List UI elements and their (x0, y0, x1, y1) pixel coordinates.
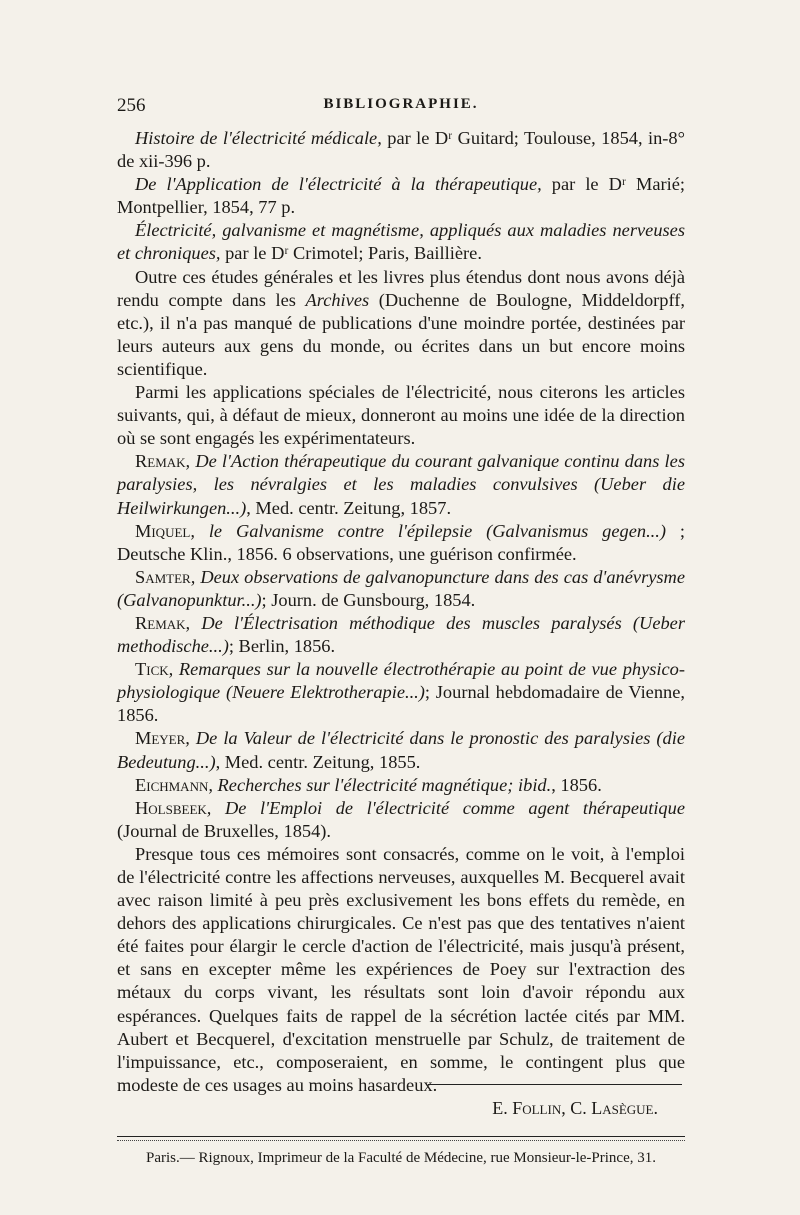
reference-entry: Tick, Remarques sur la nouvelle électrothérapie au point de vue physico-physiologique (Neuere Elektrotherapie...); Journal hebdomadaire de Vienne, 1856. (117, 659, 685, 726)
paragraph: Parmi les applications spéciales de l'électricité, nous citerons les articles suivants, qui, à défaut de mieux, donneront au moins une idée de la direction où se sont engagés les expérimentateurs. (117, 382, 685, 449)
running-title: BIBLIOGRAPHIE. (323, 96, 479, 112)
paragraph: Presque tous ces mémoires sont consacrés, comme on le voit, à l'emploi de l'électricité contre les affections nerveuses, auxquelles M. Becquerel avait avec raison limité à peu près exclusivement les bons effets du remède, en dehors des applications chirurgicales. Ce n'est pas que des tentatives n'aient été faites pour élargir le cercle d'action de l'électricité, mais jusqu'à présent, et sans en excepter même les expériences de Poey sur l'extraction des métaux du corps vivant, les résultats sont loin d'avoir répondu aux espérances. Quelques faits de rappel de la sécrétion lactée cités par MM. Aubert et Becquerel, d'excitation menstruelle par Schulz, de traitement de l'impuissance, etc., composeraient, en somme, le contingent plus que modeste de ces usages au moins hasardeux. (117, 843, 685, 1095)
page-header (117, 95, 685, 121)
reference-entry: Samter, Deux observations de galvanopuncture dans des cas d'anévrysme (Galvanopunktur...); Journ. de Gunsbourg, 1854. (117, 566, 685, 610)
divider (117, 1140, 685, 1141)
signature: E. Follin, C. Lasègue. (492, 1098, 658, 1118)
reference-entry: Eichmann, Recherches sur l'électricité magnétique; ibid., 1856. (135, 774, 602, 795)
bib-entry: De l'Application de l'électricité à la thérapeutique, par le Dʳ Marié; Montpellier, 1854, 77 p. (117, 174, 685, 218)
paragraph: Outre ces études générales et les livres plus étendus dont nous avons déjà rendu compte dans les Archives (Duchenne de Boulogne, Middeldorpff, etc.), il n'a pas manqué de publications d'une moindre portée, destinées par leurs auteurs aux gens du monde, ou écrites dans un but encore moins scientifique. (117, 266, 685, 379)
reference-entry: Holsbeek, De l'Emploi de l'électricité comme agent thérapeutique (Journal de Bruxelles, 1854). (117, 797, 685, 841)
bib-entry: Électricité, galvanisme et magnétisme, appliqués aux maladies nerveuses et chroniques, par le Dʳ Crimotel; Paris, Baillière. (117, 220, 685, 264)
reference-entry: Remak, De l'Action thérapeutique du courant galvanique continu dans les paralysies, les névralgies et les maladies convulsives (Ueber die Heilwirkungen...), Med. centr. Zeitung, 1857. (117, 451, 685, 518)
bib-entry: Histoire de l'électricité médicale, par le Dʳ Guitard; Toulouse, 1854, in-8° de xii-396 p. (117, 128, 685, 172)
text-body (117, 127, 685, 1097)
reference-entry: Meyer, De la Valeur de l'électricité dans le pronostic des paralysies (die Bedeutung...), Med. centr. Zeitung, 1855. (117, 728, 685, 772)
page-number: 256 (117, 95, 146, 116)
divider (428, 1084, 682, 1085)
divider (117, 1136, 685, 1137)
printer-imprint: Paris.— Rignoux, Imprimeur de la Faculté de Médecine, rue Monsieur-le-Prince, 31. (146, 1150, 656, 1166)
reference-entry: Remak, De l'Électrisation méthodique des muscles paralysés (Ueber methodische...); Berlin, 1856. (117, 612, 685, 657)
reference-entry: Miquel, le Galvanisme contre l'épilepsie (Galvanismus gegen...) ; Deutsche Klin., 1856. 6 observations, une guérison confirmée. (117, 520, 685, 564)
